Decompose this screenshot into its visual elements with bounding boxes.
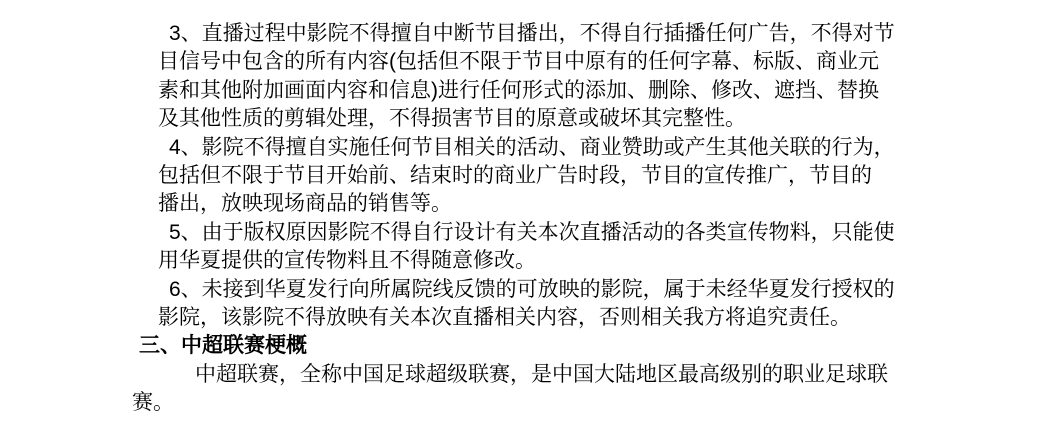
clause-6-line-2: 影院，该影院不得放映有关本次直播相关内容，否则相关我方将追究责任。 <box>158 306 851 330</box>
clause-3-line-3: 素和其他附加画面内容和信息)进行任何形式的添加、删除、修改、遮挡、替换 <box>158 78 879 102</box>
clause-5-line-2: 用华夏提供的宣传物料且不得随意修改。 <box>158 249 536 273</box>
clause-5 <box>0 219 1056 276</box>
clause-3-line-2: 目信号中包含的所有内容(包括但不限于节目中原有的任何字幕、标版、商业元 <box>158 50 879 74</box>
csl-intro-line-1: 中超联赛，全称中国足球超级联赛，是中国大陆地区最高级别的职业足球联 <box>195 362 888 386</box>
clause-6 <box>0 276 1056 333</box>
clause-3 <box>0 20 1056 134</box>
csl-intro-paragraph <box>0 361 1056 418</box>
clause-4-line-1: 4、影院不得擅自实施任何节目相关的活动、商业赞助或产生其他关联的行为， <box>169 135 895 159</box>
clause-3-line-1: 3、直播过程中影院不得擅自中断节目播出，不得自行插播任何广告，不得对节 <box>169 22 895 45</box>
clause-6-line-1: 6、未接到华夏发行向所属院线反馈的可放映的影院，属于未经华夏发行授权的 <box>169 277 895 301</box>
clause-4-line-2: 包括但不限于节目开始前、结束时的商业广告时段，节目的宣传推广，节目的 <box>158 164 872 188</box>
clause-4-line-3: 播出，放映现场商品的销售等。 <box>158 192 452 216</box>
csl-intro-line-2: 赛。 <box>132 391 174 415</box>
section-heading-csl-overview: 三、中超联赛梗概 <box>139 334 307 358</box>
clause-3-line-4: 及其他性质的剪辑处理，不得损害节目的原意或破坏其完整性。 <box>158 107 746 131</box>
clause-5-line-1: 5、由于版权原因影院不得自行设计有关本次直播活动的各类宣传物料，只能使 <box>169 220 895 244</box>
clause-4 <box>0 134 1056 219</box>
document-page <box>0 20 1056 418</box>
